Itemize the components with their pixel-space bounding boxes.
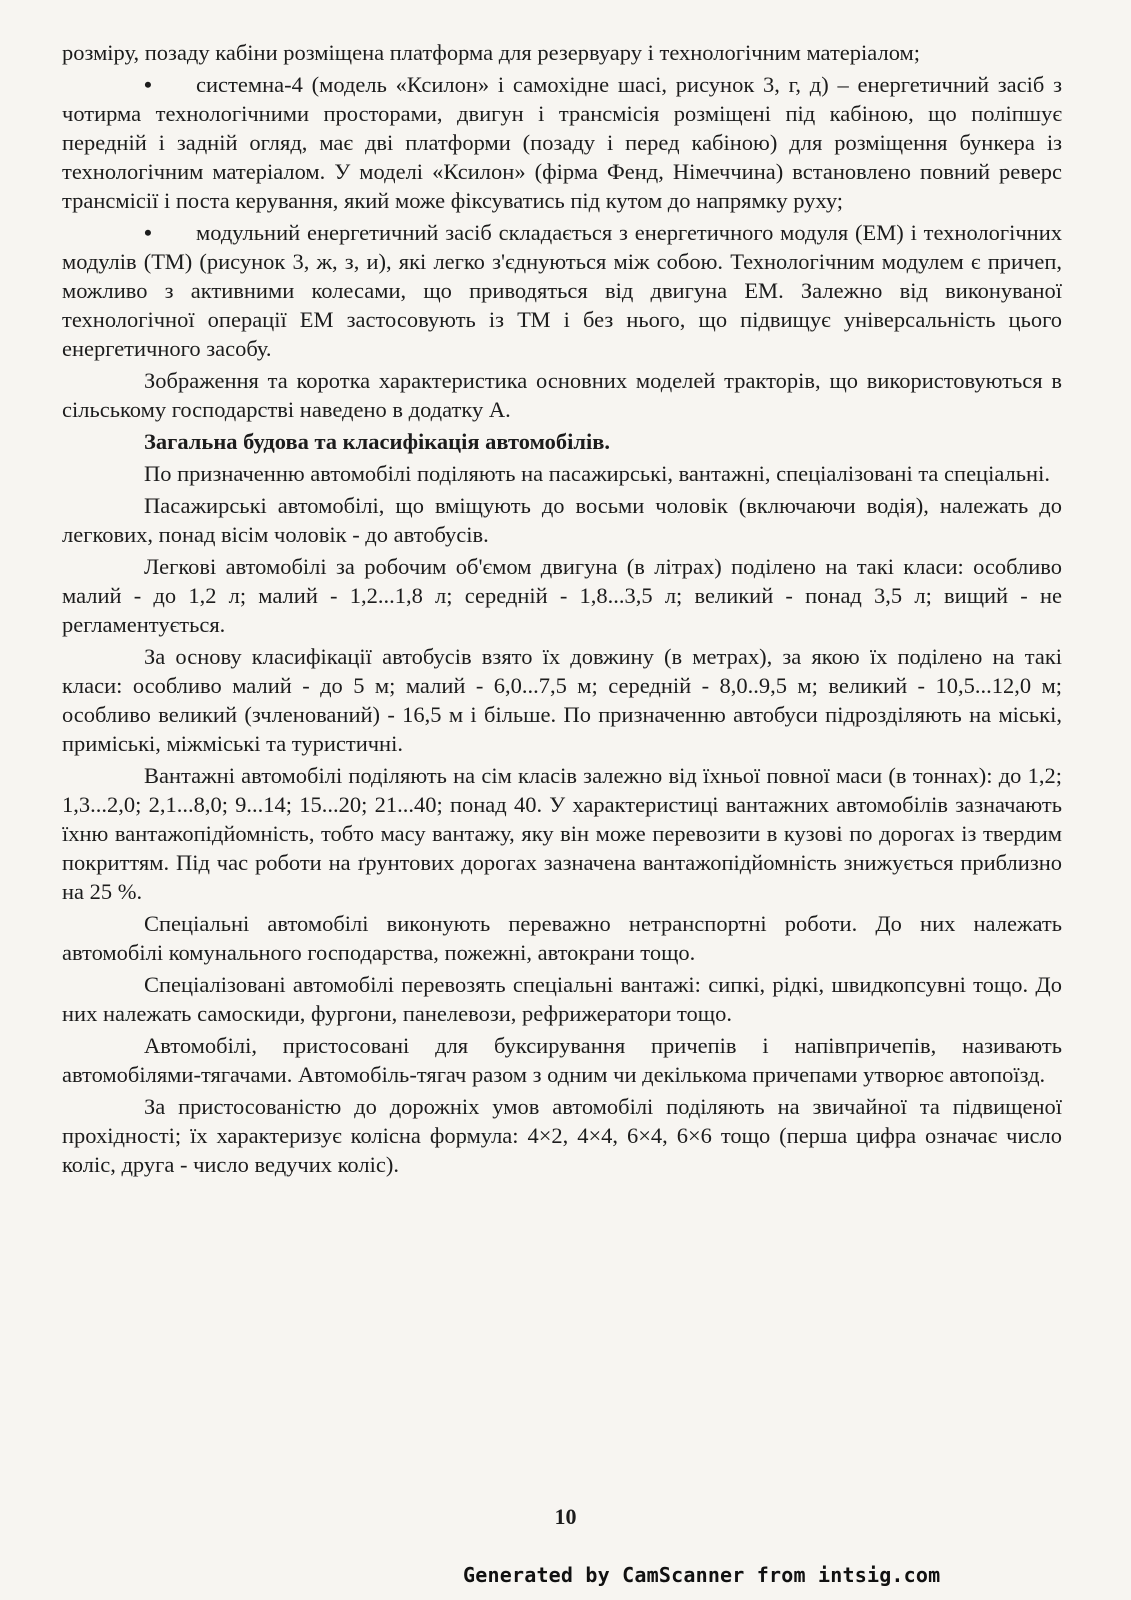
paragraph-purpose: По призначенню автомобілі поділяють на пасажирські, вантажні, спеціалізовані та спеціальні. [144, 461, 1050, 486]
page-number: 10 [554, 1504, 577, 1529]
paragraph-appendix-reference: Зображення та коротка характеристика основних моделей тракторів, що використовуються в сільському господарстві наведено в додатку А. [62, 368, 1062, 422]
section-heading: Загальна будова та класифікація автомобілів. [144, 429, 611, 454]
paragraph-special-vehicles: Спеціальні автомобілі виконують переважно нетранспортні роботи. До них належать автомобілі комунального господарства, пожежні, автокрани тощо. [62, 911, 1062, 965]
paragraph-cars-classes: Легкові автомобілі за робочим об'ємом двигуна (в літрах) поділено на такі класи: особливо малий - до 1,2 л; малий - 1,2...1,8 л; середній - 1,8...3,5 л; великий - понад 3,5 л; вищий - не регламентується. [62, 554, 1062, 637]
paragraph-buses-classes: За основу класифікації автобусів взято їх довжину (в метрах), за якою їх поділено на такі класи: особливо малий - до 5 м; малий - 6,0...7,5 м; середній - 8,0..9,5 м; великий - 10,5...12,0 м; особливо великий (зчленований) - 16,5 м і більше. По призначенню автобуси підрозділяють на міські, приміські, міжміські та туристичні. [62, 644, 1062, 756]
bullet-text: модульний енергетичний засіб складається з енергетичного модуля (ЕМ) і технологічних модулів (ТМ) (рисунок 3, ж, з, и), які легко з'єднуються між собою. Технологічним модулем є причеп, можливо з активними колесами, що приводяться від двигуна ЕМ. Залежно від виконуваної технологічної операції ЕМ застосовують із ТМ і без нього, що підвищує універсальність цього енергетичного засобу. [62, 220, 1062, 361]
text-column [62, 38, 1062, 1182]
bullet-text: системна-4 (модель «Ксилон» і самохідне шасі, рисунок 3, г, д) – енергетичний засіб з чотирма технологічними просторами, двигун і трансмісія розміщені під кабіною, що поліпшує передній і задній огляд, має дві платформи (позаду і перед кабіною) для розміщення бункера із технологічним матеріалом. У моделі «Ксилон» (фірма Фенд, Німеччина) встановлено повний реверс трансмісії і поста керування, який може фіксуватись під кутом до напрямку руху; [62, 72, 1062, 213]
paragraph-passenger: Пасажирські автомобілі, що вміщують до восьми чоловік (включаючи водія), належать до легкових, понад вісім чоловік - до автобусів. [62, 493, 1062, 547]
paragraph-wheel-formula: За пристосованістю до дорожніх умов автомобілі поділяють на звичайної та підвищеної прохідності; їх характеризує колісна формула: 4×2, 4×4, 6×4, 6×6 тощо (перша цифра означає число коліс, друга - число ведучих коліс). [62, 1094, 1062, 1177]
bullet-marker: • [144, 220, 152, 245]
paragraph-continuation: розміру, позаду кабіни розміщена платформа для резервуару і технологічним матеріалом; [62, 40, 920, 65]
bullet-item-systemna-4 [62, 70, 1062, 215]
paragraph-specialized-vehicles: Спеціалізовані автомобілі перевозять спеціальні вантажі: сипкі, рідкі, швидкопсувні тощо. До них належать самоскиди, фургони, панелевози, рефрижератори тощо. [62, 972, 1062, 1026]
scanner-watermark-footer: Generated by CamScanner from intsig.com [463, 1563, 941, 1587]
paragraph-trucks-classes: Вантажні автомобілі поділяють на сім класів залежно від їхньої повної маси (в тоннах): до 1,2; 1,3...2,0; 2,1...8,0; 9...14; 15...20; 21...40; понад 40. У характеристиці вантажних автомобілів зазначають їхню вантажопідйомність, тобто масу вантажу, яку він може перевозити в кузові по дорогах із твердим покриттям. Під час роботи на ґрунтових дорогах зазначена вантажопідйомність знижується приблизно на 25 %. [62, 763, 1062, 904]
paragraph-tractor-units: Автомобілі, пристосовані для буксирування причепів і напівпричепів, називають автомобілями-тягачами. Автомобіль-тягач разом з одним чи декількома причепами утворює автопоїзд. [62, 1033, 1062, 1087]
bullet-item-modular [62, 218, 1062, 363]
bullet-marker: • [144, 72, 152, 97]
